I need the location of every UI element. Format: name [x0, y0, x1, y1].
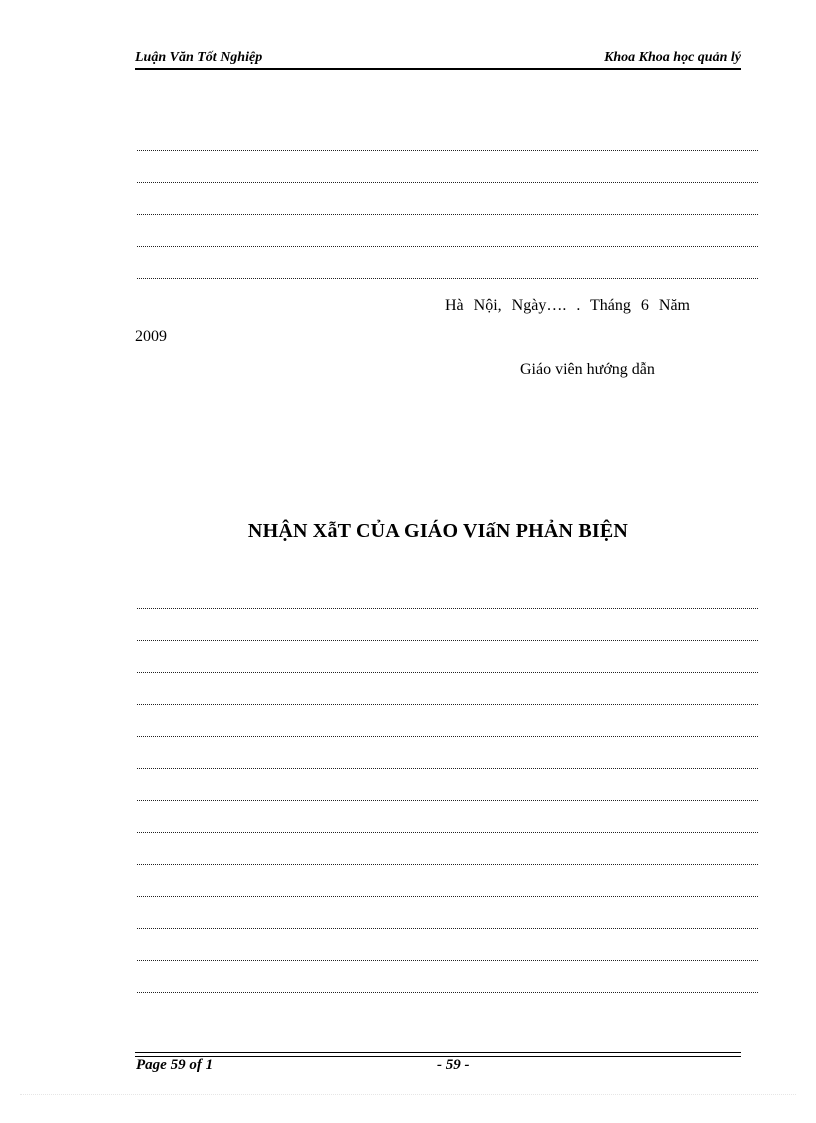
- reviewer-section-title: NHẬN XẫT CỦA GIÁO VIấN PHẢN BIỆN: [247, 520, 629, 542]
- reviewer-comment-line: [137, 628, 758, 641]
- reviewer-comment-line: [137, 916, 758, 929]
- advisor-comment-line: [137, 234, 758, 247]
- advisor-comment-line: [137, 202, 758, 215]
- signature-date: Hà Nội, Ngày…. . Tháng 6 Năm: [445, 297, 690, 314]
- advisor-comment-line: [137, 266, 758, 279]
- reviewer-comment-line: [137, 788, 758, 801]
- page-bottom-divider: [20, 1094, 796, 1095]
- page-header: [135, 50, 741, 70]
- reviewer-comment-line: [137, 724, 758, 737]
- header-thesis-title: Luận Văn Tốt Nghiệp: [135, 50, 263, 65]
- footer-page-number: - 59 -: [437, 1057, 470, 1073]
- reviewer-comment-line: [137, 980, 758, 993]
- advisor-comment-line: [137, 170, 758, 183]
- header-faculty-name: Khoa Khoa học quản lý: [604, 50, 741, 65]
- reviewer-comment-line: [137, 660, 758, 673]
- reviewer-comment-line: [137, 596, 758, 609]
- reviewer-comment-line: [137, 852, 758, 865]
- footer-rule: [135, 1052, 741, 1053]
- advisor-comment-line: [137, 138, 758, 151]
- reviewer-comment-line: [137, 692, 758, 705]
- signature-year: 2009: [135, 328, 167, 345]
- reviewer-comment-line: [137, 820, 758, 833]
- reviewer-comment-line: [137, 948, 758, 961]
- reviewer-comment-line: [137, 884, 758, 897]
- reviewer-comment-line: [137, 756, 758, 769]
- footer-page-label: Page 59 of 1: [136, 1057, 214, 1073]
- advisor-signature-label: Giáo viên hướng dẫn: [520, 361, 655, 378]
